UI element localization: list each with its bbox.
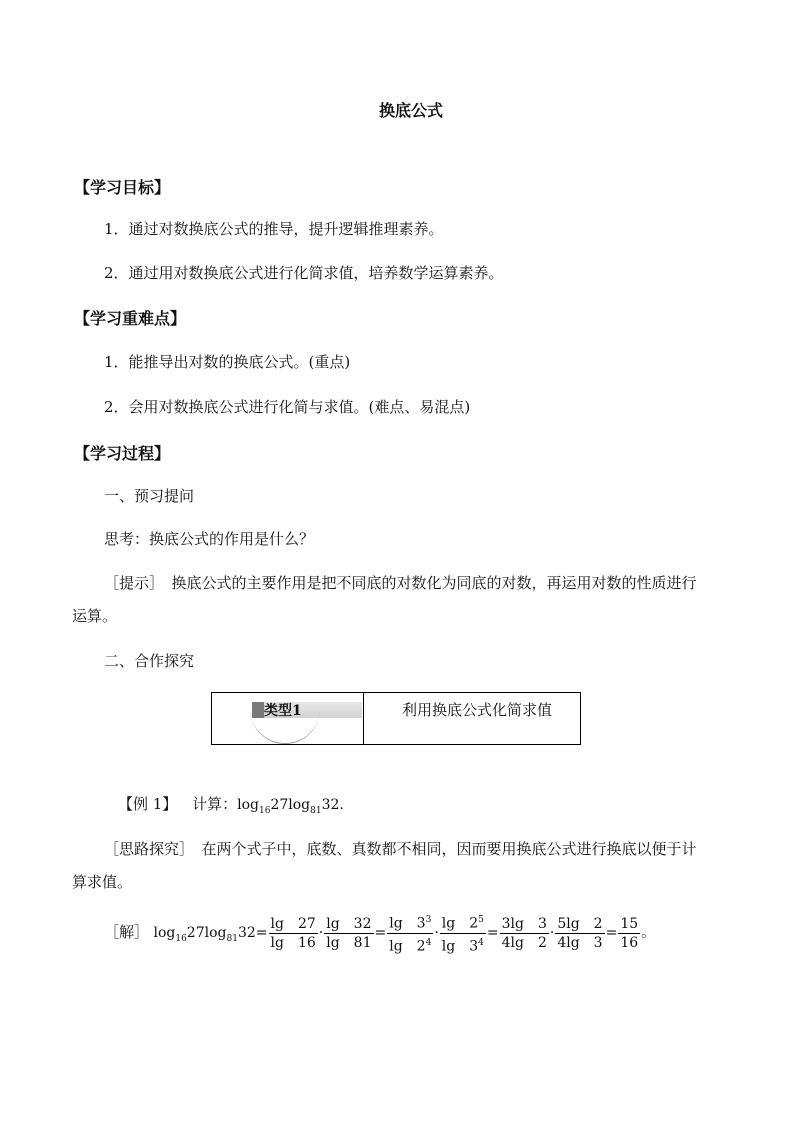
key-point-item: 1．能推导出对数的换底公式。(重点): [104, 353, 351, 371]
type-label: 类型1: [264, 703, 302, 719]
type-table: [211, 692, 581, 745]
solution-label: ［解］: [104, 923, 150, 942]
part-one-heading: 一、预习提问: [104, 487, 195, 505]
fraction-result: $\frac{15}{16}$: [620, 915, 639, 951]
goal-item: 2．通过用对数换底公式进行化简求值，培养数学运算素养。: [104, 264, 504, 282]
goal-item: 1．通过对数换底公式的推导，提升逻辑推理素养。: [104, 220, 444, 238]
example-1-prompt: 计算：: [192, 795, 238, 813]
idea-line-1: ［思路探究］ 在两个式子中，底数、真数都不相同，因而要用换底公式进行换底以便于计: [104, 840, 697, 858]
table-divider: [363, 693, 364, 744]
fraction: $\frac{3\lg 3}{4\lg 2}$: [501, 915, 547, 951]
idea-line-2: 算求值。: [72, 873, 133, 891]
page-title: 换底公式: [379, 101, 444, 120]
think-question: 思考：换底公式的作用是什么？: [104, 530, 315, 548]
fraction: $\frac{\lg 3^3}{\lg 2^4}$: [387, 912, 433, 954]
fraction: $\frac{\lg 2^5}{\lg 3^4}$: [440, 912, 486, 954]
hint-line-2: 运算。: [72, 607, 118, 625]
section-heading-key-points: 【学习重难点】: [74, 309, 187, 328]
solution-lhs: $\log_{16}27\log_{81}32$: [153, 925, 256, 944]
hint-line-1: ［提示］ 换底公式的主要作用是把不同底的对数化为同底的对数，再运用对数的性质进行: [104, 574, 697, 592]
example-1-label: 【例 1】: [118, 795, 178, 813]
example-1-expression: $\log_{16}27\log_{81}32$.: [237, 797, 344, 816]
fraction: $\frac{5\lg 2}{4\lg 3}$: [557, 915, 603, 951]
fraction: $\frac{\lg 27}{\lg 16}$: [270, 915, 316, 951]
example-1-line: [118, 793, 344, 816]
fraction: $\frac{\lg 32}{\lg 81}$: [326, 915, 372, 951]
section-heading-goals: 【学习目标】: [74, 178, 171, 197]
key-point-item: 2．会用对数换底公式进行化简与求值。(难点、易混点): [104, 398, 471, 416]
solution-line: ［解］ $\log_{16}27\log_{81}32=$ $\frac{\lg 27}{\lg 16}$ · $\frac{\lg 32}{\lg 81}$ = $\frac{\lg 3^3}{\lg 2^4}$ · $\frac{\lg 2^5}{\lg 3^4}$ = $\frac{3\lg 3}{4\lg 2}$ · $\frac{5\lg 2}{4\lg 3}$ = $\frac{15}{16}$ 。: [104, 912, 655, 954]
part-two-heading: 二、合作探究: [104, 652, 195, 670]
section-heading-process: 【学习过程】: [74, 444, 171, 463]
type-content: 利用换底公式化简求值: [402, 701, 553, 719]
